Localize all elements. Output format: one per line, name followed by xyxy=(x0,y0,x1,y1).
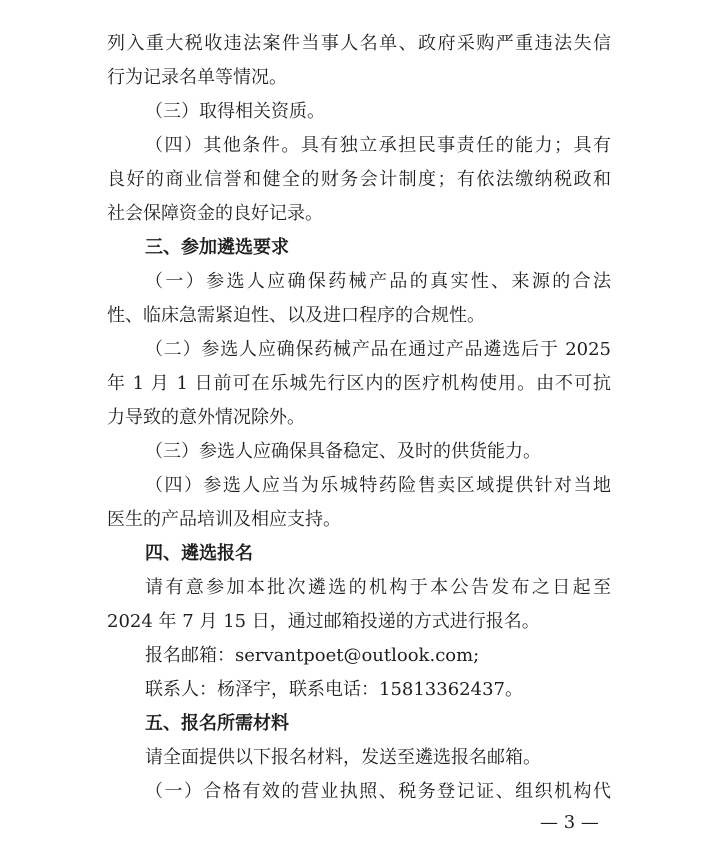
text-line: （二）参选人应确保药械产品在通过产品遴选后于 2025 xyxy=(145,339,611,360)
text-line: （一）合格有效的营业执照、税务登记证、组织机构代 xyxy=(145,781,611,802)
text-line: 2024 年 7 月 15 日，通过邮箱投递的方式进行报名。 xyxy=(107,611,540,632)
text-line: 社会保障资金的良好记录。 xyxy=(107,203,323,224)
contact-line: 联系人：杨泽宇，联系电话：15813362437。 xyxy=(145,679,523,700)
section-heading: 五、报名所需材料 xyxy=(145,713,289,734)
section-heading: 四、遴选报名 xyxy=(145,543,253,564)
text-line: 医生的产品培训及相应支持。 xyxy=(107,509,341,530)
text-line: （一）参选人应确保药械产品的真实性、来源的合法 xyxy=(145,271,611,292)
text-line: 良好的商业信誉和健全的财务会计制度；有依法缴纳税政和 xyxy=(107,169,611,190)
text-line: 列入重大税收违法案件当事人名单、政府采购严重违法失信 xyxy=(107,33,611,54)
text-line: 请有意参加本批次遴选的机构于本公告发布之日起至 xyxy=(145,577,611,598)
text-line: 力导致的意外情况除外。 xyxy=(107,407,305,428)
text-line: （三）取得相关资质。 xyxy=(145,101,325,122)
page-number: — 3 — xyxy=(540,812,599,833)
text-line: （三）参选人应确保具备稳定、及时的供货能力。 xyxy=(145,441,541,462)
email-line: 报名邮箱：servantpoet@outlook.com; xyxy=(145,645,480,666)
section-heading: 三、参加遴选要求 xyxy=(145,237,289,258)
text-line: 行为记录名单等情况。 xyxy=(107,67,287,88)
text-line: （四）参选人应当为乐城特药险售卖区域提供针对当地 xyxy=(145,475,611,496)
text-line: 请全面提供以下报名材料，发送至遴选报名邮箱。 xyxy=(145,747,541,768)
text-line: 年 1 月 1 日前可在乐城先行区内的医疗机构使用。由不可抗 xyxy=(107,373,611,394)
text-line: （四）其他条件。具有独立承担民事责任的能力；具有 xyxy=(145,135,611,156)
text-line: 性、临床急需紧迫性、以及进口程序的合规性。 xyxy=(107,305,485,326)
